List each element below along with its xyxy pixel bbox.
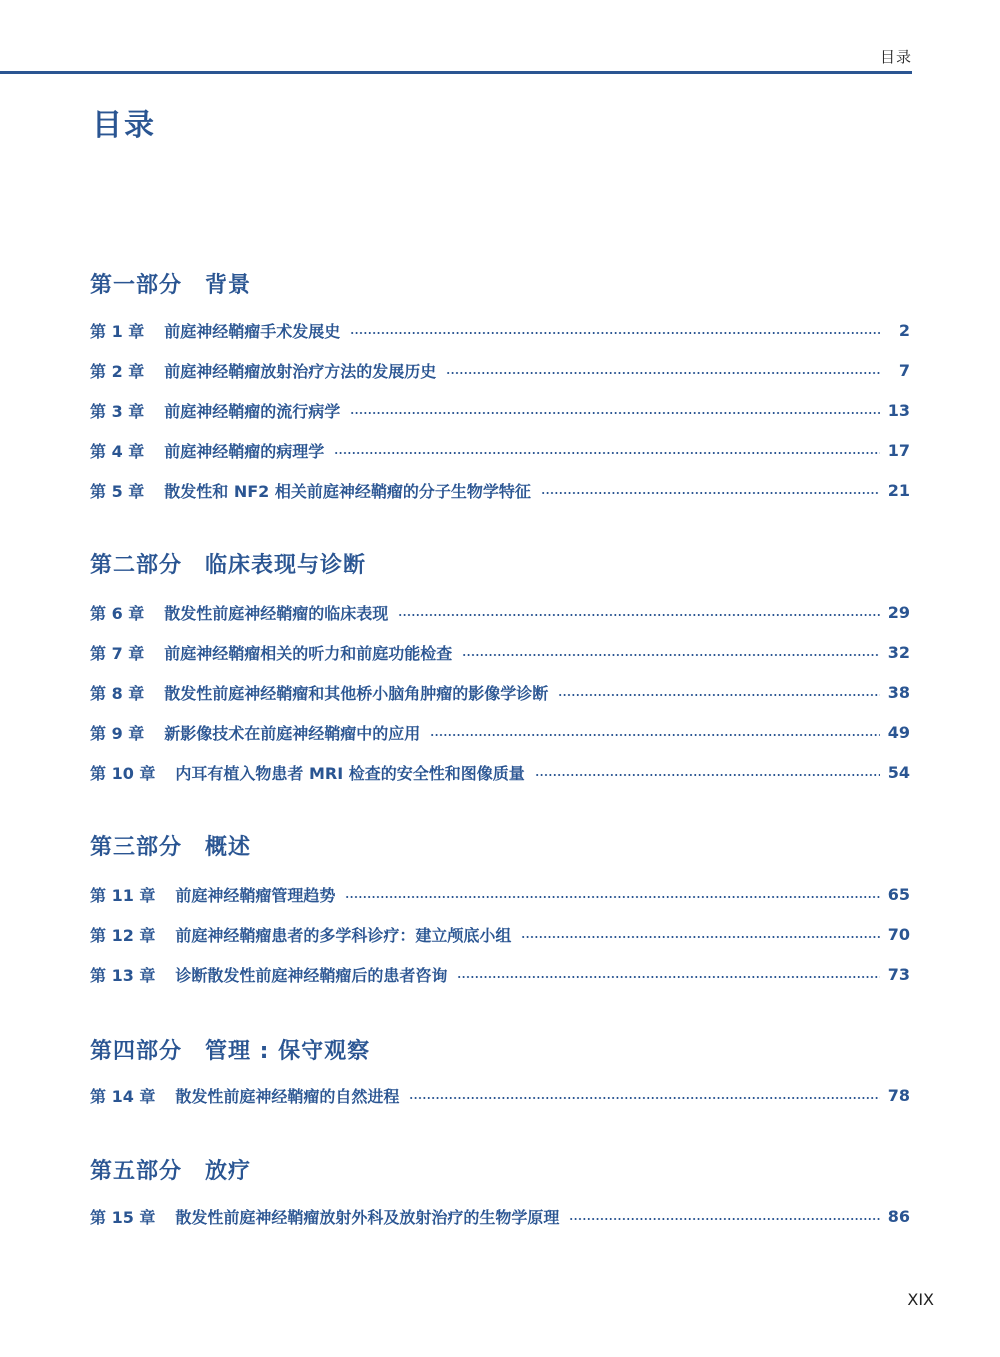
- page-title: 目录: [92, 108, 156, 143]
- chapter-page: 54: [887, 762, 910, 782]
- toc-entry[interactable]: [90, 1204, 910, 1228]
- dot-leader: [462, 654, 879, 656]
- dot-leader: [535, 774, 880, 776]
- toc-entry[interactable]: [90, 438, 910, 462]
- chapter-number: 第 4 章: [90, 441, 145, 461]
- chapter-title: 前庭神经鞘瘤放射治疗方法的发展历史: [164, 361, 437, 381]
- chapter-page: 21: [887, 480, 910, 500]
- dot-leader: [457, 976, 879, 978]
- dot-leader: [446, 372, 880, 374]
- toc-entry[interactable]: [90, 882, 910, 906]
- chapter-title: 新影像技术在前庭神经鞘瘤中的应用: [164, 723, 421, 743]
- chapter-title: 散发性和 NF2 相关前庭神经鞘瘤的分子生物学特征: [164, 481, 531, 501]
- chapter-number: 第 1 章: [90, 321, 145, 341]
- chapter-page: 78: [887, 1085, 910, 1105]
- chapter-title: 诊断散发性前庭神经鞘瘤后的患者咨询: [175, 965, 448, 985]
- chapter-number: 第 15 章: [90, 1207, 156, 1227]
- dot-leader: [569, 1218, 879, 1220]
- toc-entry[interactable]: [90, 680, 910, 704]
- toc-entry[interactable]: [90, 318, 910, 342]
- chapter-title: 散发性前庭神经鞘瘤放射外科及放射治疗的生物学原理: [175, 1207, 560, 1227]
- toc-entry[interactable]: [90, 358, 910, 382]
- chapter-number: 第 3 章: [90, 401, 145, 421]
- dot-leader: [350, 332, 880, 334]
- chapter-number: 第 5 章: [90, 481, 145, 501]
- dot-leader: [350, 412, 879, 414]
- toc-entry[interactable]: [90, 962, 910, 986]
- page-folio: XIX: [907, 1290, 934, 1309]
- toc-entry[interactable]: [90, 1083, 910, 1107]
- running-header: 目录: [879, 48, 912, 66]
- chapter-page: 7: [898, 360, 910, 380]
- chapter-number: 第 9 章: [90, 723, 145, 743]
- chapter-title: 前庭神经鞘瘤的病理学: [164, 441, 325, 461]
- part-title: 第二部分 临床表现与诊断: [90, 553, 367, 578]
- toc-entry[interactable]: [90, 398, 910, 422]
- chapter-title: 散发性前庭神经鞘瘤和其他桥小脑角肿瘤的影像学诊断: [164, 683, 549, 703]
- chapter-page: 73: [887, 964, 910, 984]
- header-rule: [0, 71, 912, 74]
- chapter-page: 86: [887, 1206, 910, 1226]
- part-title: 第五部分 放疗: [90, 1159, 252, 1184]
- dot-leader: [398, 614, 879, 616]
- chapter-page: 13: [887, 400, 910, 420]
- chapter-title: 前庭神经鞘瘤的流行病学: [164, 401, 341, 421]
- dot-leader: [541, 492, 880, 494]
- toc-entry[interactable]: [90, 922, 910, 946]
- dot-leader: [345, 896, 879, 898]
- chapter-title: 前庭神经鞘瘤手术发展史: [164, 321, 341, 341]
- chapter-title: 前庭神经鞘瘤患者的多学科诊疗：建立颅底小组: [175, 925, 512, 945]
- chapter-page: 2: [898, 320, 910, 340]
- chapter-number: 第 14 章: [90, 1086, 156, 1106]
- chapter-page: 17: [887, 440, 910, 460]
- chapter-page: 49: [887, 722, 910, 742]
- chapter-page: 38: [887, 682, 910, 702]
- chapter-title: 内耳有植入物患者 MRI 检查的安全性和图像质量: [175, 763, 525, 783]
- chapter-number: 第 2 章: [90, 361, 145, 381]
- part-title: 第三部分 概述: [90, 835, 252, 860]
- chapter-page: 65: [887, 884, 910, 904]
- dot-leader: [430, 734, 879, 736]
- chapter-number: 第 7 章: [90, 643, 145, 663]
- dot-leader: [521, 936, 879, 938]
- toc-entry[interactable]: [90, 760, 910, 784]
- chapter-title: 前庭神经鞘瘤管理趋势: [175, 885, 336, 905]
- chapter-title: 散发性前庭神经鞘瘤的临床表现: [164, 603, 389, 623]
- toc-entry[interactable]: [90, 478, 910, 502]
- chapter-number: 第 6 章: [90, 603, 145, 623]
- part-title: 第一部分 背景: [90, 273, 252, 298]
- toc-entry[interactable]: [90, 640, 910, 664]
- dot-leader: [558, 694, 879, 696]
- chapter-title: 散发性前庭神经鞘瘤的自然进程: [175, 1086, 400, 1106]
- toc-entry[interactable]: [90, 720, 910, 744]
- chapter-page: 70: [887, 924, 910, 944]
- chapter-page: 29: [887, 602, 910, 622]
- part-title: 第四部分 管理 : 保守观察: [90, 1039, 371, 1064]
- chapter-number: 第 8 章: [90, 683, 145, 703]
- dot-leader: [334, 452, 879, 454]
- dot-leader: [409, 1097, 879, 1099]
- chapter-number: 第 13 章: [90, 965, 156, 985]
- toc-entry[interactable]: [90, 600, 910, 624]
- chapter-number: 第 10 章: [90, 763, 156, 783]
- chapter-number: 第 11 章: [90, 885, 156, 905]
- chapter-title: 前庭神经鞘瘤相关的听力和前庭功能检查: [164, 643, 453, 663]
- chapter-page: 32: [887, 642, 910, 662]
- chapter-number: 第 12 章: [90, 925, 156, 945]
